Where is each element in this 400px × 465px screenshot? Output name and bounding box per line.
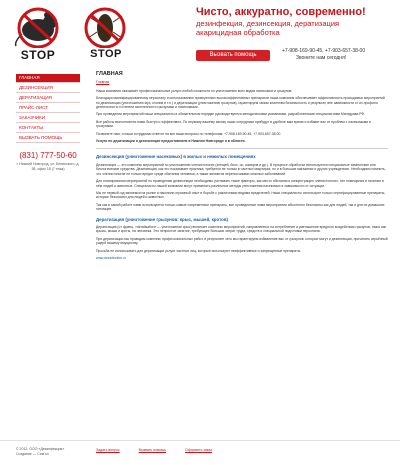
section-heading-disinsection: Дезинсекция (уничтожение насекомых) в жилых и нежилых помещениях [96, 154, 256, 160]
paragraph: Мы не первый год являемся на рынке и накопили огромный опыт в борьбе с различными видами вредителей. Наши специалисты используют только сертифицированные препараты, которые безопасны для людей и животных. [96, 190, 386, 200]
logo[interactable] [12, 6, 64, 64]
paragraph: Все работы выполняются нами быстро и эффективно. По первому вашему звонку наши сотрудники прибудут в удобное вам время и избавят вас от проблем с насекомыми и грызунами. [96, 119, 371, 129]
slogan: Чисто, аккуратно, современно! [196, 6, 366, 18]
footer-link-question[interactable]: Задать вопрос [96, 448, 120, 452]
developer-text: Создание — Сим'ол [16, 451, 49, 456]
section-heading-deratization: Дератизация (уничтожение грызунов: крыс, мышей, кротов) [96, 216, 228, 222]
paragraph: Для планирования мероприятий по проведению дезинсекции необходимо учитывать такие факторы, как место обитания и концентрацию членистоногих, тип помещения и наличие в нём людей и животных. Специалисты нашей компании могут применять различные методы уничтожения насекомых в зависимости от ситуации. [96, 179, 384, 188]
logo-cockroach[interactable] [80, 6, 130, 64]
paragraph: Дезинсекция — это комплекс мероприятий по уничтожению членистоногих (клещей, блох, ос, комаров и др.). В процессе обработки используются специальные химические или биологические средства. Дезинсекция, как это показывает практика, требуется не только в частных квартирах, но и в больших магазинах и других учреждениях. Необходимо помнить, что членистоногие не только вредят среде обитания человека, а также являются переносчиками опасных заболеваний. [96, 162, 386, 176]
site-link[interactable]: www.dezinfection.ru [96, 255, 127, 260]
divider [96, 148, 388, 149]
cockroach-icon [80, 6, 130, 48]
header-phones: +7-908-169-90-45, +7-903-657-38-00 [282, 48, 366, 54]
paragraph: Позвоните нам, и наши сотрудники ответят на все ваши вопросы по телефонам: +7-908-169-90-45, +7-903-657-38-00 [96, 131, 281, 136]
header-phones-note: Звоните нам сегодня! [296, 55, 347, 61]
paragraph: Благодаря квалифицированному персоналу и использованию проверенных высокоэффективных препаратов наша компания обеспечивает эффективность проводимых мероприятий по дезинсекции (уничтожению мух, клопов и т.п.) и дератизации (уничтожению грызунов), гарантируем своим клиентам безопасность и результат, вне зависимости от их профиля деятельности и степени заселенности грызунами и насекомыми. [96, 96, 385, 110]
paragraph: При проведении мероприятий наши специалисты в обязательном порядке руководствуются методическими указаниями, разработанными специалистами Минздрава РФ. [96, 112, 366, 117]
paragraph: Так как в самой работе нами используются только самые современные препараты, все проведенные нами мероприятия абсолютно безопасны как для людей, так и для их домашних питомцев. [96, 202, 385, 212]
sidebar-item-price[interactable]: ПРАЙС-ЛИСТ [16, 104, 80, 113]
sidebar [16, 74, 80, 171]
footer [0, 440, 400, 465]
call-help-button[interactable]: Вызвать помощь [196, 50, 270, 61]
header [0, 0, 400, 68]
footer-link-call-help[interactable]: Вызвать помощь [138, 448, 167, 452]
logo-text: STOP [20, 48, 56, 62]
slogan-acaricide: акарицидная обработка [196, 28, 280, 37]
slogan-services: дезинфекция, дезинсекция, дератизация [196, 19, 340, 28]
sidebar-item-contacts[interactable]: КОНТАКТЫ [16, 124, 80, 133]
sidebar-phone: (831) 777-50-60 [19, 151, 77, 160]
breadcrumb[interactable]: Главная [96, 80, 110, 85]
footer-link-order[interactable]: Оформить заказ [185, 448, 213, 452]
paragraph-region: Услуги по дератизации и дезинсекции предоставляем в Нижнем Новгороде и в области. [96, 139, 246, 144]
logo-right-text: STOP [90, 48, 122, 60]
sidebar-item-disinsection[interactable]: ДЕЗИНСЕКЦИЯ [16, 84, 80, 93]
sidebar-item-home[interactable]: ГЛАВНАЯ [16, 74, 80, 83]
rat-icon [12, 6, 64, 48]
paragraph: Дератизация (от франц. «dératisation» — уничтожение крыс) включает комплекс мероприятий, направленных на истребление и уменьшение вредного воздействия грызунов, таких как крысы, мыши и кроты, на человека. Это непростое занятие, требующее больших затрат труда, средств и специальной подготовки персонала. [96, 224, 387, 234]
copyright [16, 447, 64, 456]
paragraph: Наша компания оказывает профессиональные услуги любой сложности по уничтожению всех видов насекомых и грызунов. [96, 88, 293, 93]
paragraph: Просьба не использовать для дератизации услуги частных лиц, которые используют неэффективные и запрещенные препараты. [96, 248, 302, 253]
sidebar-item-call-help[interactable]: ВЫЗВАТЬ ПОМОЩЬ [16, 134, 80, 143]
sidebar-address: г. Нижний Новгород, ул. Белинского, д. 38, офис 18 (7 этаж) [16, 162, 80, 171]
paragraph: При дератизации мы проводим комплекс профессиональных работ, в результате чего мы гарантируем избавление вас от грызунов, которые могут и дезинсекции, причинять серьёзный ущерб вашему имуществу. [96, 236, 388, 246]
main-content [96, 72, 388, 263]
page-title: ГЛАВНАЯ [96, 71, 123, 77]
footer-links [96, 448, 230, 452]
copyright-text: © 2012, ООО «Дезинфекция» [16, 447, 65, 451]
sidebar-item-clients[interactable]: ЗАКАЗЧИКИ [16, 114, 80, 123]
sidebar-item-deratization[interactable]: ДЕРАТИЗАЦИЯ [16, 94, 80, 103]
